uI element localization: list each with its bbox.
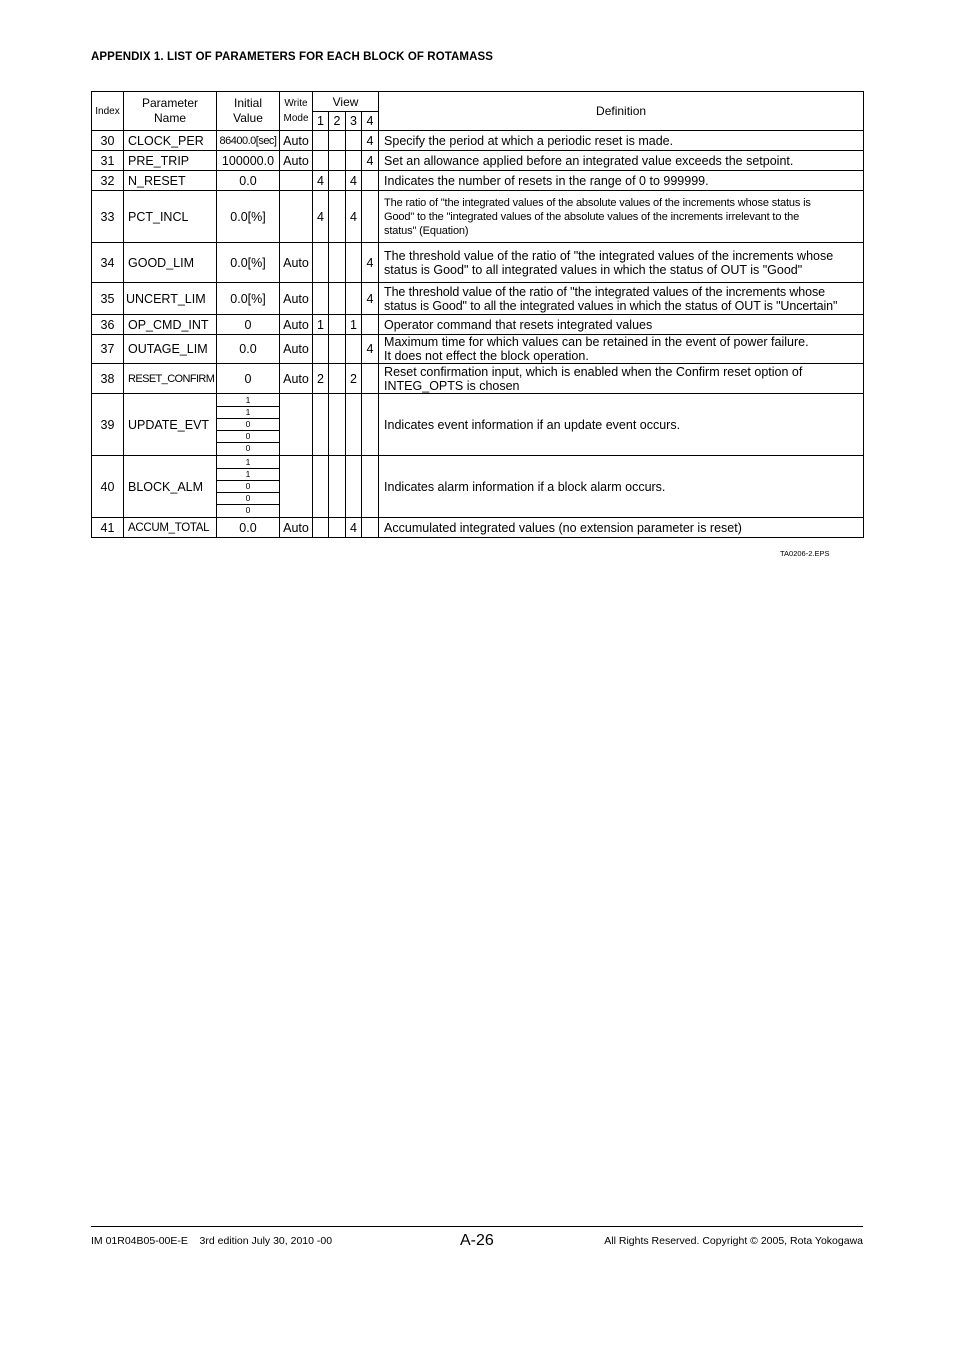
row-initial: 0.0[%] bbox=[217, 283, 280, 315]
header-view-1: 1 bbox=[313, 112, 329, 131]
row-name: UNCERT_LIM bbox=[124, 283, 217, 315]
header-parameter-name bbox=[124, 92, 217, 131]
row-view-1: 1 bbox=[313, 315, 329, 335]
row-index: 30 bbox=[92, 131, 124, 151]
header-initial-value-line2: Value bbox=[233, 111, 263, 125]
subelement-value: 1 bbox=[217, 469, 279, 481]
table-row bbox=[92, 335, 864, 364]
row-view-3 bbox=[346, 394, 362, 456]
row-name: GOOD_LIM bbox=[124, 243, 217, 283]
header-parameter-name-line2: Name bbox=[153, 111, 186, 125]
definition-line: Set an allowance applied before an integrated value exceeds the setpoint. bbox=[384, 153, 794, 168]
subelement-value: 1 bbox=[217, 457, 279, 469]
table-row bbox=[92, 364, 864, 394]
definition-line: Reset confirmation input, which is enabled when the Confirm reset option of bbox=[384, 364, 803, 379]
header-index: Index bbox=[92, 92, 124, 131]
row-view-4 bbox=[362, 364, 379, 394]
header-definition: Definition bbox=[379, 92, 864, 131]
row-view-3: 4 bbox=[346, 171, 362, 191]
row-initial: 0.0 bbox=[217, 335, 280, 364]
initial-value-subelements bbox=[217, 457, 279, 516]
row-write bbox=[280, 394, 313, 456]
row-name: OP_CMD_INT bbox=[124, 315, 217, 335]
definition-line: The ratio of "the integrated values of the absolute values of the increments whose status is bbox=[384, 196, 811, 209]
header-view-2: 2 bbox=[329, 112, 346, 131]
row-name: PRE_TRIP bbox=[124, 151, 217, 171]
row-view-1 bbox=[313, 243, 329, 283]
row-view-4 bbox=[362, 171, 379, 191]
row-view-1 bbox=[313, 394, 329, 456]
row-definition bbox=[379, 456, 864, 518]
initial-value-subelements bbox=[217, 395, 279, 454]
row-view-2 bbox=[329, 151, 346, 171]
row-view-3 bbox=[346, 283, 362, 315]
row-initial: 0.0 bbox=[217, 171, 280, 191]
row-name: N_RESET bbox=[124, 171, 217, 191]
definition-line: The threshold value of the ratio of "the integrated values of the increments whose bbox=[384, 284, 825, 299]
row-view-3: 4 bbox=[346, 518, 362, 538]
row-write: Auto bbox=[280, 151, 313, 171]
definition-line: status is Good" to all the integrated values in which the status of OUT is "Uncertain" bbox=[384, 298, 838, 313]
subelement-value: 0 bbox=[217, 493, 279, 505]
row-write bbox=[280, 171, 313, 191]
row-definition bbox=[379, 315, 864, 335]
row-initial: 0.0 bbox=[217, 518, 280, 538]
subelement-value: 0 bbox=[217, 481, 279, 493]
row-write: Auto bbox=[280, 364, 313, 394]
definition-line: Operator command that resets integrated values bbox=[384, 317, 653, 332]
row-view-2 bbox=[329, 243, 346, 283]
row-index: 40 bbox=[92, 456, 124, 518]
row-write: Auto bbox=[280, 315, 313, 335]
table-row bbox=[92, 131, 864, 151]
row-name: ACCUM_TOTAL bbox=[124, 518, 217, 538]
row-index: 37 bbox=[92, 335, 124, 364]
subelement-value: 1 bbox=[217, 395, 279, 407]
row-view-2 bbox=[329, 456, 346, 518]
row-initial: 100000.0 bbox=[217, 151, 280, 171]
row-view-2 bbox=[329, 518, 346, 538]
row-view-3: 1 bbox=[346, 315, 362, 335]
header-initial-value bbox=[217, 92, 280, 131]
row-initial-subtable bbox=[217, 394, 280, 456]
row-view-4: 4 bbox=[362, 335, 379, 364]
row-write: Auto bbox=[280, 243, 313, 283]
row-view-2 bbox=[329, 131, 346, 151]
row-initial: 0 bbox=[217, 364, 280, 394]
table-row bbox=[92, 315, 864, 335]
row-initial-subtable bbox=[217, 456, 280, 518]
row-view-1: 4 bbox=[313, 191, 329, 243]
header-initial-value-line1: Initial bbox=[233, 96, 262, 110]
definition-line: status is Good" to all integrated values in which the status of OUT is "Good" bbox=[384, 262, 803, 277]
row-view-2 bbox=[329, 171, 346, 191]
subelement-value: 0 bbox=[245, 505, 251, 515]
row-index: 38 bbox=[92, 364, 124, 394]
row-view-3: 2 bbox=[346, 364, 362, 394]
row-view-2 bbox=[329, 364, 346, 394]
footer-document-id: IM 01R04B05-00E-E 3rd edition July 30, 2010 -00 bbox=[91, 1235, 333, 1247]
row-write: Auto bbox=[280, 335, 313, 364]
row-name: RESET_CONFIRM bbox=[124, 364, 217, 394]
table-row bbox=[92, 191, 864, 243]
row-view-1: 4 bbox=[313, 171, 329, 191]
row-definition bbox=[379, 151, 864, 171]
table-row bbox=[92, 151, 864, 171]
row-initial: 0 bbox=[217, 315, 280, 335]
row-name: UPDATE_EVT bbox=[124, 394, 217, 456]
row-view-2 bbox=[329, 283, 346, 315]
row-index: 39 bbox=[92, 394, 124, 456]
row-definition bbox=[379, 335, 864, 364]
table-row bbox=[92, 518, 864, 538]
row-write bbox=[280, 191, 313, 243]
row-index: 33 bbox=[92, 191, 124, 243]
row-write: Auto bbox=[280, 518, 313, 538]
row-definition bbox=[379, 171, 864, 191]
definition-line: The threshold value of the ratio of "the integrated values of the increments whose bbox=[384, 248, 834, 263]
definition-line: Maximum time for which values can be retained in the event of power failure. bbox=[384, 335, 809, 349]
row-view-3 bbox=[346, 456, 362, 518]
row-view-1 bbox=[313, 131, 329, 151]
row-index: 35 bbox=[92, 283, 124, 315]
subelement-value: 1 bbox=[217, 407, 279, 419]
row-view-1 bbox=[313, 456, 329, 518]
definition-line: INTEG_OPTS is chosen bbox=[384, 378, 520, 393]
table-row bbox=[92, 171, 864, 191]
definition-line: status" (Equation) bbox=[384, 224, 469, 237]
header-write-mode-line2: Mode bbox=[283, 113, 309, 124]
subelement-value: 0 bbox=[217, 431, 279, 443]
row-name: BLOCK_ALM bbox=[124, 456, 217, 518]
definition-line: Accumulated integrated values (no extension parameter is reset) bbox=[384, 520, 742, 535]
row-view-4 bbox=[362, 394, 379, 456]
row-view-4 bbox=[362, 456, 379, 518]
row-view-1 bbox=[313, 518, 329, 538]
row-view-3 bbox=[346, 151, 362, 171]
row-view-2 bbox=[329, 394, 346, 456]
row-view-1: 2 bbox=[313, 364, 329, 394]
table-row bbox=[92, 456, 864, 518]
definition-line: Good" to the "integrated values of the absolute values of the increments irrelevant to the bbox=[384, 210, 800, 223]
row-definition bbox=[379, 131, 864, 151]
row-definition bbox=[379, 243, 864, 283]
parameter-table bbox=[91, 91, 864, 538]
row-view-4 bbox=[362, 518, 379, 538]
definition-line: Specify the period at which a periodic reset is made. bbox=[384, 133, 674, 148]
header-write-mode-line1: Write bbox=[284, 98, 308, 109]
row-initial: 86400.0[sec] bbox=[217, 131, 280, 151]
row-view-2 bbox=[329, 335, 346, 364]
row-view-1 bbox=[313, 151, 329, 171]
page-header: APPENDIX 1. LIST OF PARAMETERS FOR EACH BLOCK OF ROTAMASS bbox=[91, 51, 494, 63]
header-view: View bbox=[313, 92, 379, 112]
figure-code: TA0206-2.EPS bbox=[780, 549, 830, 558]
row-view-2 bbox=[329, 315, 346, 335]
table-row bbox=[92, 283, 864, 315]
row-initial: 0.0[%] bbox=[217, 191, 280, 243]
header-write-mode bbox=[280, 92, 313, 131]
row-view-4: 4 bbox=[362, 151, 379, 171]
row-view-4: 4 bbox=[362, 131, 379, 151]
row-view-4 bbox=[362, 191, 379, 243]
row-definition bbox=[379, 364, 864, 394]
row-definition bbox=[379, 518, 864, 538]
row-name: OUTAGE_LIM bbox=[124, 335, 217, 364]
row-write bbox=[280, 456, 313, 518]
header-view-4: 4 bbox=[362, 112, 379, 131]
row-index: 34 bbox=[92, 243, 124, 283]
header-parameter-name-line1: Parameter bbox=[141, 96, 199, 110]
row-name: CLOCK_PER bbox=[124, 131, 217, 151]
footer-divider bbox=[91, 1226, 863, 1227]
row-initial: 0.0[%] bbox=[217, 243, 280, 283]
row-view-4 bbox=[362, 315, 379, 335]
page-number: A-26 bbox=[460, 1232, 494, 1249]
table-row bbox=[92, 394, 864, 456]
definition-line: Indicates event information if an update event occurs. bbox=[384, 417, 681, 432]
row-definition bbox=[379, 283, 864, 315]
row-write: Auto bbox=[280, 283, 313, 315]
definition-line: It does not effect the block operation. bbox=[384, 349, 589, 363]
row-index: 32 bbox=[92, 171, 124, 191]
definition-line: Indicates alarm information if a block alarm occurs. bbox=[384, 479, 666, 494]
row-name: PCT_INCL bbox=[124, 191, 217, 243]
table-row bbox=[92, 243, 864, 283]
row-view-3 bbox=[346, 243, 362, 283]
row-view-3: 4 bbox=[346, 191, 362, 243]
subelement-value: 0 bbox=[245, 443, 251, 453]
row-view-3 bbox=[346, 335, 362, 364]
footer-copyright: All Rights Reserved. Copyright © 2005, Rota Yokogawa bbox=[604, 1235, 863, 1247]
definition-line: Indicates the number of resets in the range of 0 to 999999. bbox=[384, 173, 709, 188]
row-view-1 bbox=[313, 335, 329, 364]
row-view-4: 4 bbox=[362, 243, 379, 283]
row-index: 31 bbox=[92, 151, 124, 171]
row-view-1 bbox=[313, 283, 329, 315]
row-view-4: 4 bbox=[362, 283, 379, 315]
row-index: 36 bbox=[92, 315, 124, 335]
row-view-2 bbox=[329, 191, 346, 243]
header-view-3: 3 bbox=[346, 112, 362, 131]
row-definition bbox=[379, 394, 864, 456]
row-write: Auto bbox=[280, 131, 313, 151]
row-view-3 bbox=[346, 131, 362, 151]
subelement-value: 0 bbox=[217, 419, 279, 431]
row-definition bbox=[379, 191, 864, 243]
row-index: 41 bbox=[92, 518, 124, 538]
